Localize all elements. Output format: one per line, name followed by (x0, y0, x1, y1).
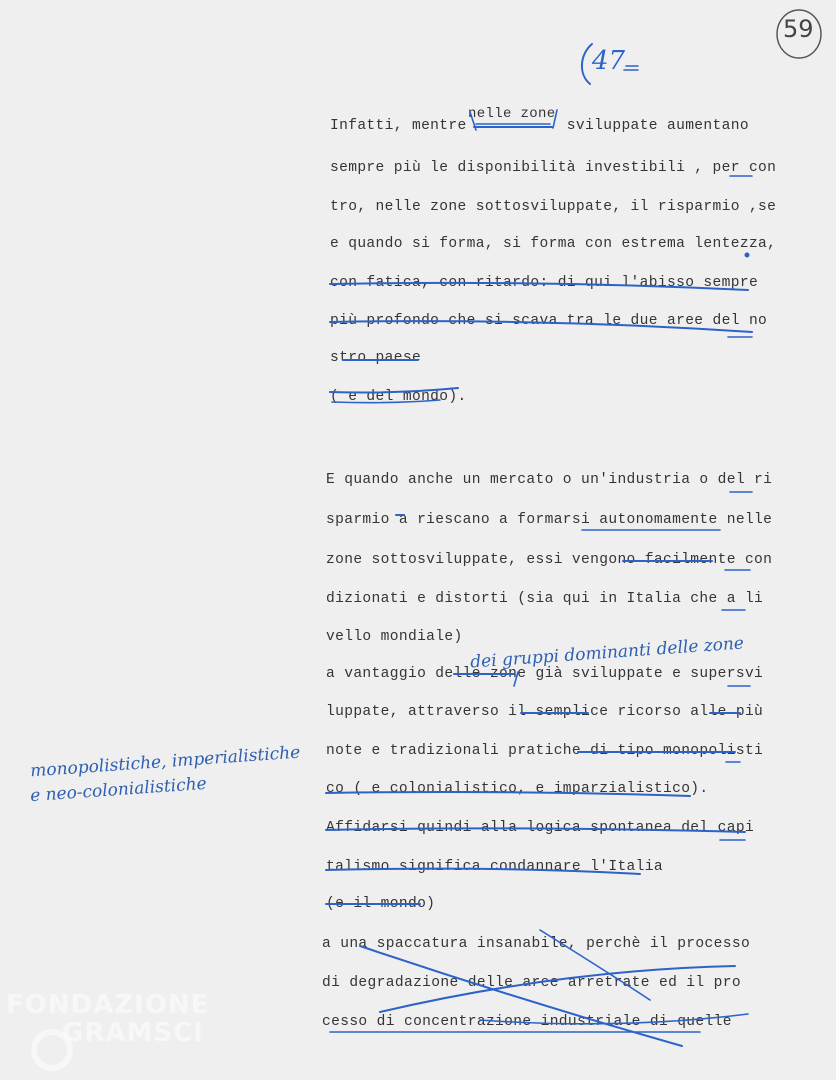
pencil-page-number-text: 59 (783, 15, 814, 43)
text-line: E quando anche un mercato o un'industria o del ri (326, 472, 773, 488)
text-line: stro paese (330, 350, 422, 366)
text-line: Affidarsi quindi alla logica spontanea del capi (326, 820, 755, 836)
typed-insertion: nelle zone (468, 106, 556, 122)
text-line: luppate, attraverso il semplice ricorso alle più (326, 704, 764, 720)
watermark-line-1: FONDAZIONE (6, 990, 210, 1020)
text-line: a una spaccatura insanabile, perchè il processo (322, 936, 751, 952)
text-line: co ( e colonialistico, e imparzialistico). (326, 781, 709, 797)
text-line: sparmio a riescano a formarsi autonomamente nelle (326, 512, 773, 528)
text-line: tro, nelle zone sottosviluppate, il risparmio ,se (330, 199, 777, 215)
text-line: vello mondiale) (326, 629, 463, 645)
handwritten-insertion: dei gruppi dominanti delle zone (469, 633, 745, 673)
text-line: Infatti, mentre sviluppate aumentano (330, 118, 749, 134)
text-line: a vantaggio delle zone già sviluppate e supersvi (326, 666, 764, 682)
text-line: cesso di concentrazione industriale di quelle (322, 1014, 732, 1030)
text-line: di degradazione delle aree arretrate ed il pro (322, 975, 741, 991)
text-line: più profondo che si scava tra le due aree del no (330, 313, 768, 329)
text-line: con fatica, con ritardo: di qui l'abisso sempre (330, 275, 759, 291)
text-line: zone sottosviluppate, essi vengono facilmente con (326, 552, 773, 568)
margin-note-line-1: monopolistiche, imperialistiche (29, 742, 301, 782)
text-line: talismo significa condannare l'Italia (326, 859, 663, 875)
text-line: e quando si forma, si forma con estrema lentezza, (330, 236, 777, 252)
watermark-line-2: GRAMSCI (62, 1018, 204, 1048)
ink-page-number-text: 47 (592, 46, 626, 76)
text-line: (e il mondo) (326, 896, 436, 912)
margin-note-line-2: e neo-colonialistiche (29, 773, 208, 807)
text-line: ( e del mondo). (330, 389, 467, 405)
text-line: dizionati e distorti (sia qui in Italia che a li (326, 591, 764, 607)
text-line: sempre più le disponibilità investibili , per con (330, 160, 777, 176)
text-line: note e tradizionali pratiche di tipo monopolisti (326, 743, 764, 759)
